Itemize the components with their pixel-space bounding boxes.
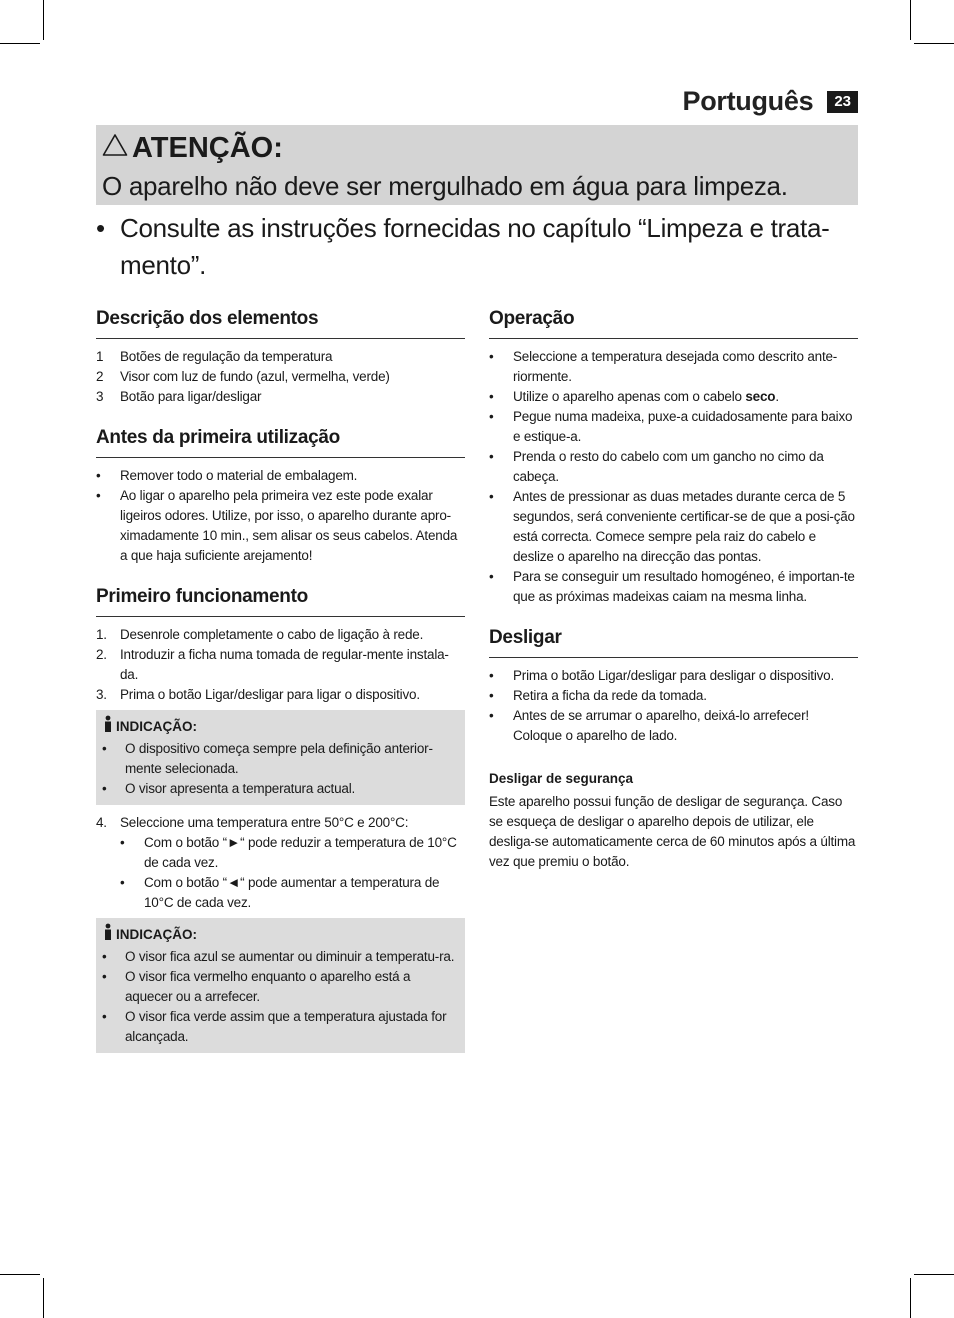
crop-mark bbox=[914, 43, 954, 44]
list-item bbox=[489, 407, 858, 447]
list-marker: • bbox=[489, 688, 494, 703]
list-text: Ao ligar o aparelho pela primeira vez este pode exalar ligeiros odores. Utilize, por isso, o aparelho durante apro-ximadamente 10 min., sem alisar os seus cabelos. Atenda a que haja suficiente arejamento! bbox=[120, 488, 458, 563]
list-text: Prenda o resto do cabelo com um gancho no cimo da cabeça. bbox=[513, 449, 824, 484]
list-marker: • bbox=[489, 489, 494, 504]
emphasis-text: seco bbox=[745, 389, 776, 404]
list-item bbox=[102, 1007, 459, 1047]
list-item bbox=[489, 447, 858, 487]
list-item bbox=[489, 686, 858, 706]
list-item bbox=[102, 947, 459, 967]
list-item bbox=[489, 567, 858, 607]
list-marker: 1. bbox=[96, 627, 107, 642]
list-marker: • bbox=[489, 389, 494, 404]
intro-bullet-text: Consulte as instruções fornecidas no capítulo “Limpeza e trata-mento”. bbox=[120, 213, 830, 280]
note-title: INDICAÇÃO: bbox=[116, 927, 197, 942]
list-text: Botões de regulação da temperatura bbox=[120, 349, 333, 364]
list-marker: • bbox=[120, 835, 125, 850]
sub-list-item bbox=[120, 873, 465, 913]
switch-off-list bbox=[489, 666, 858, 746]
first-operation-section bbox=[96, 584, 465, 1053]
list-text: Com o botão “◄“ pode aumentar a temperatura de 10°C de cada vez. bbox=[144, 875, 440, 910]
list-text: O visor apresenta a temperatura actual. bbox=[125, 781, 356, 796]
list-marker: • bbox=[489, 349, 494, 364]
list-text: Pegue numa madeixa, puxe-a cuidadosamente para baixo e estique-a. bbox=[513, 409, 853, 444]
list-text: Prima o botão Ligar/desligar para desligar o dispositivo. bbox=[513, 668, 835, 683]
note-list bbox=[102, 947, 459, 1047]
list-item bbox=[96, 486, 465, 566]
description-list bbox=[96, 347, 465, 407]
warning-box bbox=[96, 125, 858, 205]
list-text: O visor fica vermelho enquanto o aparelho está a aquecer ou a arrefecer. bbox=[125, 969, 411, 1004]
list-text bbox=[513, 387, 858, 407]
list-item bbox=[96, 367, 465, 387]
sub-list-item bbox=[120, 833, 465, 873]
list-marker: 2 bbox=[96, 369, 104, 384]
section-heading: Desligar bbox=[489, 625, 858, 658]
crop-mark bbox=[0, 1274, 40, 1275]
list-item bbox=[96, 625, 465, 645]
list-item bbox=[489, 666, 858, 686]
list-item bbox=[489, 706, 858, 746]
list-marker: • bbox=[489, 708, 494, 723]
list-marker: • bbox=[489, 409, 494, 424]
list-text-part: . bbox=[775, 389, 779, 404]
list-item bbox=[102, 967, 459, 1007]
first-operation-list bbox=[96, 625, 465, 705]
list-text: O visor fica azul se aumentar ou diminuir a temperatu-ra. bbox=[125, 949, 455, 964]
list-text: Com o botão “►“ pode reduzir a temperatura de 10°C de cada vez. bbox=[144, 835, 457, 870]
list-text: Remover todo o material de embalagem. bbox=[120, 468, 358, 483]
list-text-part: Utilize o aparelho apenas com o cabelo bbox=[513, 389, 746, 404]
list-text: Para se conseguir um resultado homogéneo, é importan-te que as próximas madeixas caiam na mesma linha. bbox=[513, 569, 855, 604]
bullet-marker: • bbox=[96, 213, 105, 243]
list-marker: • bbox=[96, 488, 101, 503]
list-marker: • bbox=[489, 449, 494, 464]
list-marker: 2. bbox=[96, 647, 107, 662]
list-text: O visor fica verde assim que a temperatura ajustada for alcançada. bbox=[125, 1009, 447, 1044]
note-title-row bbox=[102, 715, 459, 739]
list-text: Seleccione a temperatura desejada como descrito ante-riormente. bbox=[513, 349, 838, 384]
crop-mark bbox=[43, 1278, 44, 1318]
before-use-list bbox=[96, 466, 465, 566]
list-item bbox=[489, 347, 858, 387]
left-column bbox=[96, 306, 465, 1071]
list-item bbox=[96, 685, 465, 705]
crop-mark bbox=[43, 0, 44, 40]
list-text: Desenrole completamente o cabo de ligação à rede. bbox=[120, 627, 424, 642]
list-marker: • bbox=[102, 741, 107, 756]
spacer bbox=[489, 746, 858, 770]
warning-title: ATENÇÃO: bbox=[132, 132, 283, 164]
intro-bullet bbox=[96, 210, 858, 284]
sub-list bbox=[120, 833, 465, 913]
section-heading: Antes da primeira utilização bbox=[96, 425, 465, 458]
list-item bbox=[489, 387, 858, 407]
list-text: Introduzir a ficha numa tomada de regular-mente instala-da. bbox=[120, 647, 449, 682]
safety-paragraph: Este aparelho possui função de desligar de segurança. Caso se esqueça de desligar o aparelho depois de utilizar, ele desliga-se automaticamente cerca de 60 minutos após a última vez que premiu o botão. bbox=[489, 794, 856, 869]
note-box bbox=[96, 710, 465, 805]
warning-subtitle: O aparelho não deve ser mergulhado em água para limpeza. bbox=[102, 171, 788, 201]
right-column bbox=[489, 306, 858, 890]
section-heading: Primeiro funcionamento bbox=[96, 584, 465, 617]
info-icon bbox=[102, 923, 116, 947]
page-header bbox=[683, 86, 859, 117]
list-marker: • bbox=[102, 969, 107, 984]
list-text: O dispositivo começa sempre pela definição anterior-mente selecionada. bbox=[125, 741, 433, 776]
list-item bbox=[96, 387, 465, 407]
crop-mark bbox=[0, 43, 40, 44]
list-item bbox=[96, 813, 465, 913]
list-item bbox=[96, 347, 465, 367]
list-text: Visor com luz de fundo (azul, vermelha, verde) bbox=[120, 369, 390, 384]
list-marker: • bbox=[96, 468, 101, 483]
operation-list bbox=[489, 347, 858, 607]
step-four-content bbox=[120, 813, 465, 913]
note-title-row bbox=[102, 923, 459, 947]
list-text: Retira a ficha da rede da tomada. bbox=[513, 688, 707, 703]
list-text: Antes de pressionar as duas metades durante cerca de 5 segundos, será conveniente certificar-se de que a posi-ção está correcta. Comece sempre pela raiz do cabelo e deslize o aparelho na direcção das pontas. bbox=[513, 489, 855, 564]
list-marker: 3. bbox=[96, 687, 107, 702]
description-section bbox=[96, 306, 465, 407]
list-item bbox=[102, 739, 459, 779]
page-number: 23 bbox=[827, 91, 858, 113]
list-item bbox=[96, 466, 465, 486]
list-marker: 4. bbox=[96, 815, 107, 830]
section-heading: Descrição dos elementos bbox=[96, 306, 465, 339]
before-use-section bbox=[96, 425, 465, 566]
list-marker: • bbox=[489, 569, 494, 584]
list-marker: • bbox=[120, 875, 125, 890]
step-four-list bbox=[96, 813, 465, 913]
language-label: Português bbox=[682, 86, 814, 116]
warning-title-row bbox=[102, 129, 850, 167]
note-box bbox=[96, 918, 465, 1053]
list-text: Botão para ligar/desligar bbox=[120, 389, 262, 404]
list-text: Antes de se arrumar o aparelho, deixá-lo arrefecer! Coloque o aparelho de lado. bbox=[513, 708, 809, 743]
list-item bbox=[102, 779, 459, 799]
list-item bbox=[96, 645, 465, 685]
switch-off-section bbox=[489, 625, 858, 872]
list-marker: • bbox=[102, 949, 107, 964]
list-text: Prima o botão Ligar/desligar para ligar o dispositivo. bbox=[120, 687, 420, 702]
note-title: INDICAÇÃO: bbox=[116, 719, 197, 734]
list-marker: 3 bbox=[96, 389, 104, 404]
note-list bbox=[102, 739, 459, 799]
list-item bbox=[489, 487, 858, 567]
info-icon bbox=[102, 715, 116, 739]
warning-triangle-icon bbox=[102, 129, 132, 167]
list-marker: • bbox=[102, 1009, 107, 1024]
crop-mark bbox=[910, 1278, 911, 1318]
list-marker: 1 bbox=[96, 349, 104, 364]
section-heading: Operação bbox=[489, 306, 858, 339]
crop-mark bbox=[914, 1274, 954, 1275]
crop-mark bbox=[910, 0, 911, 40]
list-marker: • bbox=[102, 781, 107, 796]
operation-section bbox=[489, 306, 858, 607]
list-marker: • bbox=[489, 668, 494, 683]
list-text: Seleccione uma temperatura entre 50°C e 200°C: bbox=[120, 815, 409, 830]
subsection-heading: Desligar de segurança bbox=[489, 771, 634, 786]
